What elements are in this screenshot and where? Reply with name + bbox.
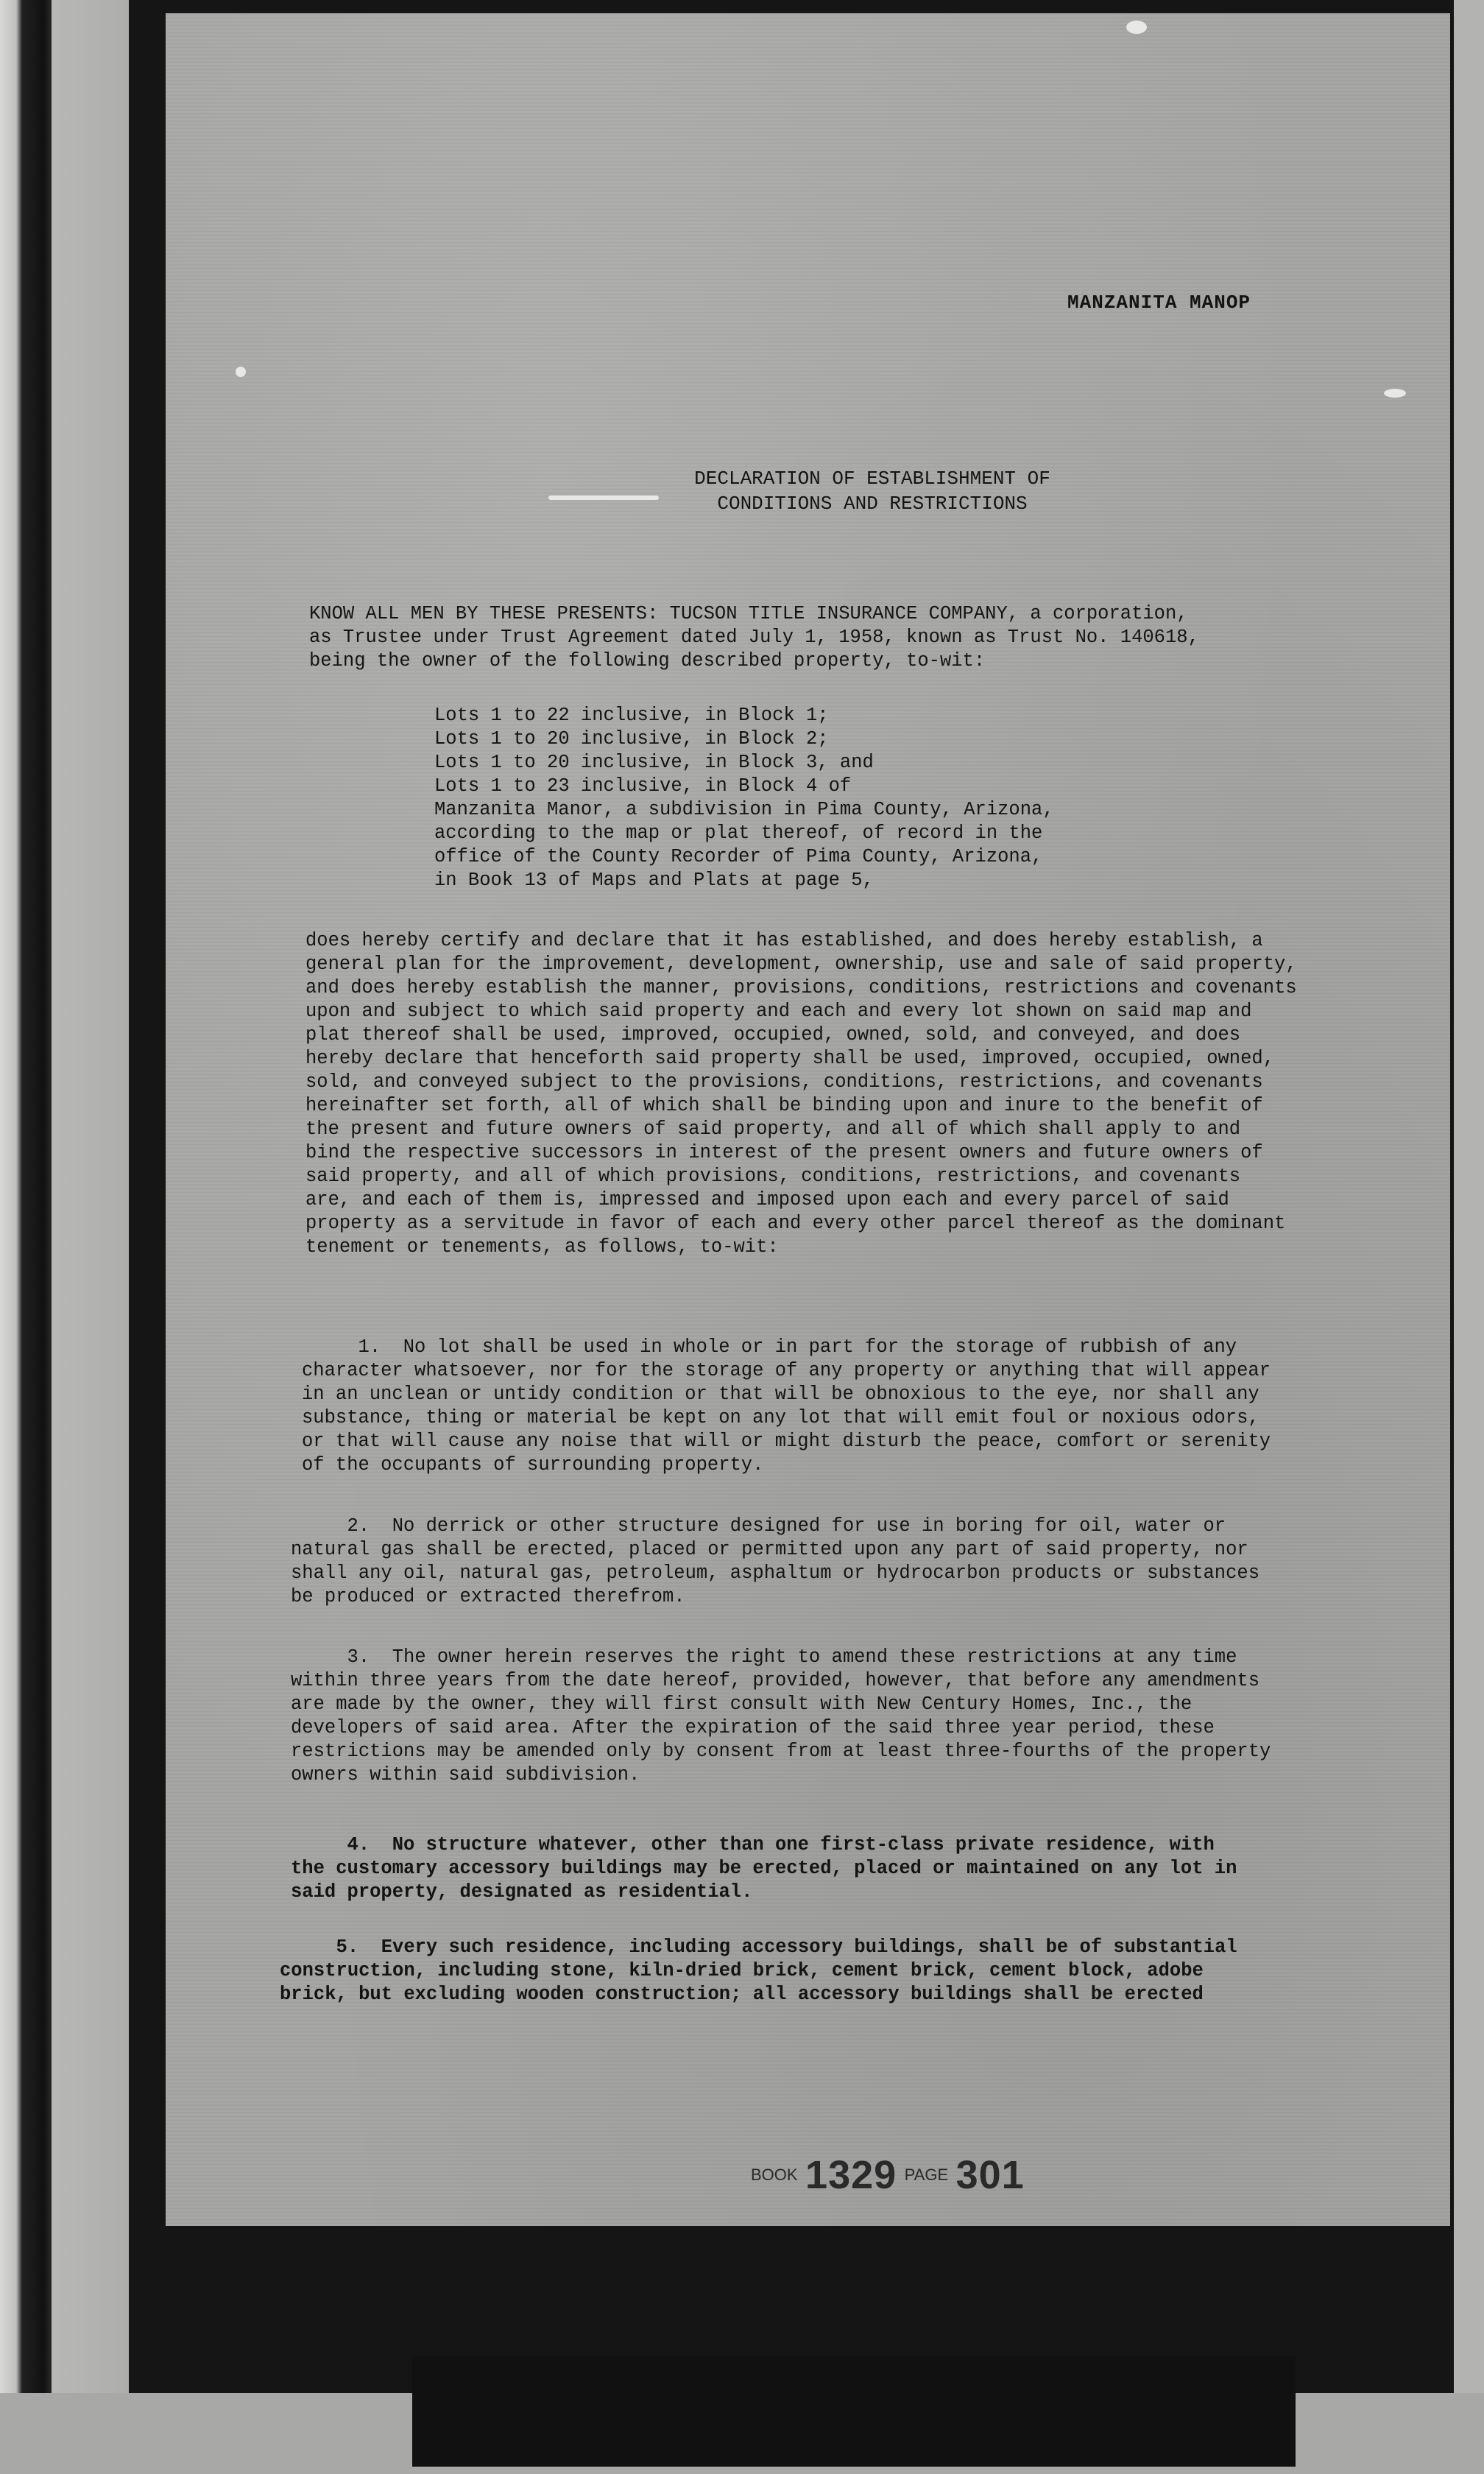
intro-line: KNOW ALL MEN BY THESE PRESENTS: TUCSON TITLE INSURANCE COMPANY, a corporation, (309, 603, 1188, 624)
restriction-line: 5. Every such residence, including accessory buildings, shall be of substantial (280, 1936, 1237, 1958)
restriction-3-paragraph (291, 1646, 1271, 1788)
declaration-line: sold, and conveyed subject to the provisions, conditions, restrictions, and covenants (305, 1071, 1263, 1093)
declaration-line: tenement or tenements, as follows, to-wit: (305, 1236, 779, 1258)
restriction-1-paragraph (302, 1336, 1271, 1478)
page-label: PAGE (904, 2165, 949, 2184)
scan-film-edge-left (0, 0, 52, 2474)
restriction-line: 3. The owner herein reserves the right to amend these restrictions at any time (291, 1646, 1237, 1668)
intro-line: being the owner of the following described property, to-wit: (309, 650, 986, 672)
restriction-line: restrictions may be amended only by consent from at least three-fourths of the property (291, 1741, 1271, 1762)
intro-paragraph (309, 602, 1199, 673)
header-subdivision-name: MANZANITA MANOP (1067, 292, 1251, 314)
book-label: BOOK (751, 2165, 798, 2184)
book-number: 1329 (805, 2153, 897, 2197)
declaration-line: the present and future owners of said property, and all of which shall apply to and (305, 1118, 1241, 1140)
declaration-line: said property, and all of which provisions, conditions, restrictions, and covenants (305, 1166, 1241, 1187)
declaration-line: hereinafter set forth, all of which shall be binding upon and inure to the benefit of (305, 1095, 1263, 1116)
scan-speck (548, 496, 659, 500)
declaration-line: does hereby certify and declare that it has established, and does hereby establish, a (305, 930, 1263, 951)
restriction-2-paragraph (291, 1515, 1259, 1610)
restriction-line: the customary accessory buildings may be erected, placed or maintained on any lot in (291, 1858, 1237, 1879)
restriction-line: within three years from the date hereof, provided, however, that before any amendments (291, 1670, 1260, 1691)
scan-speck (1384, 389, 1406, 398)
title-line-2: CONDITIONS AND RESTRICTIONS (717, 493, 1028, 515)
scan-bottom-tab (412, 2356, 1296, 2467)
declaration-line: are, and each of them is, impressed and imposed upon each and every parcel of said (305, 1189, 1229, 1210)
document-page (166, 13, 1450, 2226)
declaration-line: hereby declare that henceforth said property shall be used, improved, occupied, owned, (305, 1048, 1275, 1069)
declaration-line: upon and subject to which said property and each and every lot shown on said map and (305, 1001, 1252, 1022)
lots-line: Manzanita Manor, a subdivision in Pima County, Arizona, (434, 799, 1054, 820)
scan-speck (1126, 21, 1147, 34)
lots-line: Lots 1 to 22 inclusive, in Block 1; (434, 705, 829, 726)
restriction-line: shall any oil, natural gas, petroleum, asphaltum or hydrocarbon products or substances (291, 1562, 1260, 1584)
restriction-line: brick, but excluding wooden construction; all accessory buildings shall be erected (280, 1984, 1204, 2005)
restriction-line: be produced or extracted therefrom. (291, 1586, 685, 1607)
restriction-line: construction, including stone, kiln-dried brick, cement brick, cement block, adobe (280, 1960, 1204, 1981)
lots-line: Lots 1 to 20 inclusive, in Block 3, and (434, 752, 874, 773)
scan-speck (236, 367, 246, 377)
declaration-line: plat thereof shall be used, improved, occupied, owned, sold, and conveyed, and does (305, 1024, 1241, 1046)
lots-line: Lots 1 to 23 inclusive, in Block 4 of (434, 775, 852, 797)
restriction-line: character whatsoever, nor for the storage of any property or anything that will appear (302, 1360, 1271, 1381)
restriction-line: developers of said area. After the expiration of the said three year period, these (291, 1717, 1215, 1738)
document-title (578, 466, 1167, 516)
restriction-5-paragraph (280, 1936, 1237, 2007)
restriction-line: in an unclean or untidy condition or that will be obnoxious to the eye, nor shall any (302, 1384, 1259, 1405)
restriction-line: natural gas shall be erected, placed or permitted upon any part of said property, nor (291, 1539, 1248, 1560)
restriction-line: of the occupants of surrounding property. (302, 1454, 764, 1476)
book-page-stamp (751, 2152, 1029, 2198)
restriction-line: 1. No lot shall be used in whole or in part for the storage of rubbish of any (302, 1336, 1237, 1358)
lots-line: in Book 13 of Maps and Plats at page 5, (434, 870, 874, 891)
restriction-line: substance, thing or material be kept on any lot that will emit foul or noxious odors, (302, 1407, 1259, 1428)
restriction-line: owners within said subdivision. (291, 1764, 640, 1786)
declaration-line: general plan for the improvement, development, ownership, use and sale of said property, (305, 954, 1297, 975)
restriction-4-paragraph (291, 1834, 1237, 1905)
declaration-line: and does hereby establish the manner, provisions, conditions, restrictions and covenants (305, 977, 1297, 998)
intro-line: as Trustee under Trust Agreement dated July 1, 1958, known as Trust No. 140618, (309, 627, 1199, 648)
declaration-paragraph (305, 930, 1297, 1260)
page-number: 301 (955, 2153, 1025, 2197)
declaration-line: property as a servitude in favor of each and every other parcel thereof as the dominant (305, 1213, 1286, 1234)
lots-line: office of the County Recorder of Pima County, Arizona, (434, 846, 1043, 867)
restriction-line: are made by the owner, they will first consult with New Century Homes, Inc., the (291, 1694, 1192, 1715)
lots-line: Lots 1 to 20 inclusive, in Block 2; (434, 728, 829, 750)
restriction-line: 2. No derrick or other structure designed for use in boring for oil, water or (291, 1515, 1226, 1537)
restriction-line: 4. No structure whatever, other than one first-class private residence, with (291, 1834, 1215, 1856)
restriction-line: or that will cause any noise that will or might disturb the peace, comfort or serenity (302, 1431, 1271, 1452)
lots-line: according to the map or plat thereof, of record in the (434, 822, 1043, 844)
restriction-line: said property, designated as residential. (291, 1881, 753, 1903)
declaration-line: bind the respective successors in interest of the present owners and future owners of (305, 1142, 1263, 1163)
scan-margin-right (1454, 0, 1484, 2474)
title-line-1: DECLARATION OF ESTABLISHMENT OF (694, 468, 1050, 490)
lots-description (434, 704, 1054, 892)
